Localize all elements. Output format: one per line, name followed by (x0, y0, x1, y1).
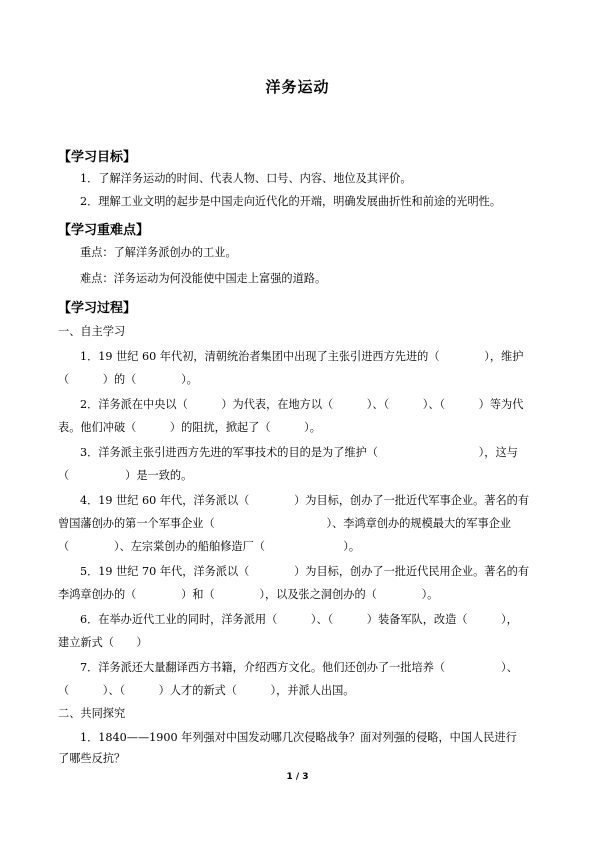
question-3b: （ ）是一致的。 (58, 469, 193, 482)
goals-heading: 【学习目标】 (58, 150, 137, 165)
question-3a: 3．洋务派主张引进西方先进的军事技术的目的是为了维护（ ），这与 (80, 446, 518, 459)
inquiry-1a: 1．1840——1900 年列强对中国发动哪几次侵略战争？面对列强的侵略，中国人民进行 (80, 731, 517, 744)
question-5a: 5．19 世纪 70 年代，洋务派以（ ）为目标，创办了一批近代民用企业。著名的有 (80, 565, 530, 578)
keypoint-2: 难点：洋务运动为何没能使中国走上富强的道路。 (80, 272, 327, 285)
question-7a: 7．洋务派还大量翻译西方书籍，介绍西方文化。他们还创办了一批培养（ ）、 (80, 661, 518, 674)
subsection-self-study: 一、自主学习 (58, 325, 126, 338)
question-4b: 曾国藩创办的第一个军事企业（ ）、李鸿章创办的规模最大的军事企业 (58, 517, 512, 530)
question-2a: 2．洋务派在中央以（ ）为代表，在地方以（ ）、（ ）、（ ）等为代 (80, 398, 524, 411)
question-4c: （ ）、左宗棠创办的船舶修造厂（ ）。 (58, 540, 361, 553)
question-1a: 1．19 世纪 60 年代初，清朝统治者集团中出现了主张引进西方先进的（ ），维护 (80, 350, 524, 363)
question-4a: 4．19 世纪 60 年代，洋务派以（ ）为目标，创办了一批近代军事企业。著名的有 (80, 494, 530, 507)
page-number: 1 / 3 (286, 772, 309, 782)
question-2b: 表。他们冲破（ ）的阻扰，掀起了（ ）。 (58, 421, 321, 434)
goal-2: 2．理解工业文明的起步是中国走向近代化的开端，明确发展曲折性和前途的光明性。 (80, 195, 502, 208)
question-1b: （ ）的（ ）。 (58, 373, 198, 386)
keypoint-1: 重点：了解洋务派创办的工业。 (80, 246, 237, 259)
keypoints-heading: 【学习重难点】 (58, 223, 150, 238)
subsection-joint-inquiry: 二、共同探究 (58, 707, 126, 720)
question-6b: 建立新式（ ） (58, 636, 148, 649)
question-7b: （ ）、（ ）人才的新式（ ），并派人出国。 (58, 684, 355, 697)
page-title: 洋务运动 (265, 78, 330, 96)
inquiry-1b: 了哪些反抗？ (58, 752, 126, 765)
question-6a: 6．在举办近代工业的同时，洋务派用（ ）、（ ）装备军队，改造（ ）， (80, 613, 518, 626)
process-heading: 【学习过程】 (58, 301, 137, 316)
question-5b: 李鸿章创办的（ ）和（ ），以及张之洞创办的（ ）。 (58, 588, 439, 601)
goal-1: 1．了解洋务运动的时间、代表人物、口号、内容、地位及其评价。 (80, 172, 412, 185)
